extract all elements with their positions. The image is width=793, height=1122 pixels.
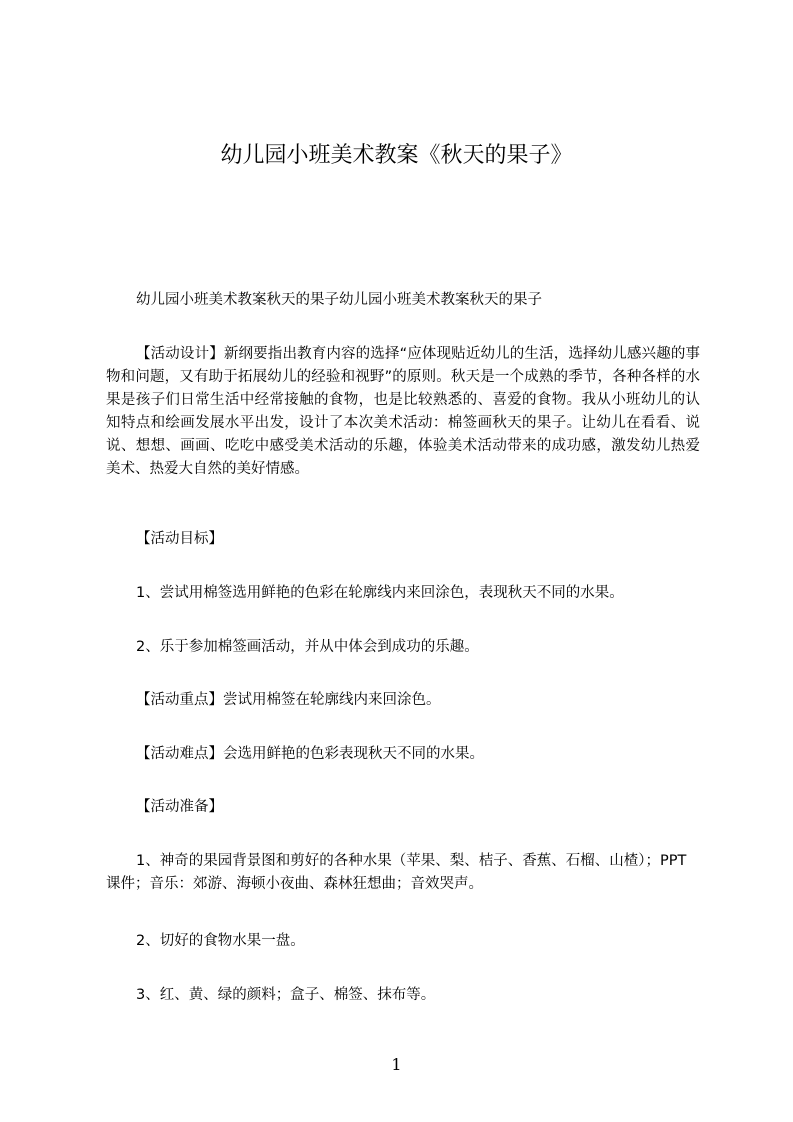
activity-design-paragraph: 【活动设计】新纲要指出教育内容的选择“应体现贴近幼儿的生活，选择幼儿感兴趣的事物和问题，又有助于拓展幼儿的经验和视野”的原则。秋天是一个成熟的季节，各种各样的水果是孩子们日常生活中经常接触的食物，也是比较熟悉的、喜爱的食物。我从小班幼儿的认知特点和绘画发展水平出发，设计了本次美术活动：棉签画秋天的果子。让幼儿在看看、说说、想想、画画、吃吃中感受美术活动的乐趣，体验美术活动带来的成功感，激发幼儿热爱美术、热爱大自然的美好情感。 bbox=[106, 346, 700, 477]
subtitle-paragraph: 幼儿园小班美术教案秋天的果子幼儿园小班美术教案秋天的果子 bbox=[136, 292, 542, 308]
goal-item-1: 1、尝试用棉签选用鲜艳的色彩在轮廓线内来回涂色，表现秋天不同的水果。 bbox=[136, 585, 624, 601]
difficulty-paragraph: 【活动难点】会选用鲜艳的色彩表现秋天不同的水果。 bbox=[136, 746, 484, 762]
page-number: 1 bbox=[391, 1055, 402, 1074]
prep-item-2: 2、切好的食物水果一盘。 bbox=[136, 933, 305, 949]
focus-paragraph: 【活动重点】尝试用棉签在轮廓线内来回涂色。 bbox=[136, 692, 441, 708]
prep-heading: 【活动准备】 bbox=[136, 799, 223, 815]
goal-item-2: 2、乐于参加棉签画活动，并从中体会到成功的乐趣。 bbox=[136, 639, 479, 655]
page-title: 幼儿园小班美术教案《秋天的果子》 bbox=[220, 143, 573, 168]
prep-item-3: 3、红、黄、绿的颜料；盒子、棉签、抹布等。 bbox=[136, 987, 436, 1003]
prep-item-1: 1、神奇的果园背景图和剪好的各种水果（苹果、梨、桔子、香蕉、石榴、山楂）；PPT 课件；音乐：郊游、海顿小夜曲、森林狂想曲；音效哭声。 bbox=[106, 853, 687, 892]
goals-heading: 【活动目标】 bbox=[136, 531, 223, 547]
